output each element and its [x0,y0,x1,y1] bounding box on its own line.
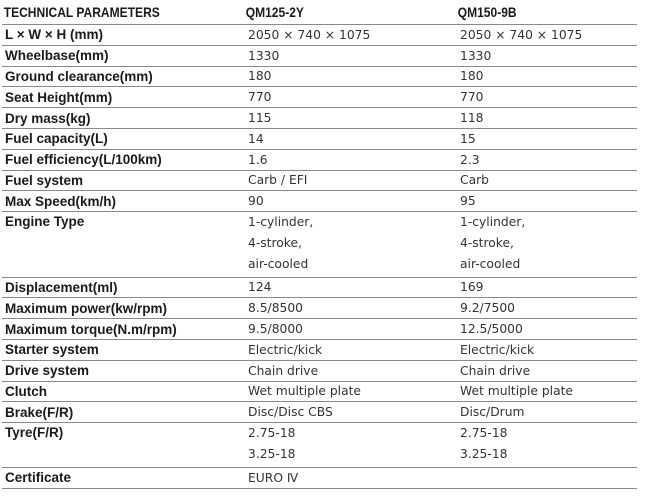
model-a-value [244,170,456,191]
table-row [2,170,637,191]
value-line: Wet multiple plate [460,384,574,399]
value-line: 1330 [248,48,280,63]
table-row [2,45,637,66]
model-b-value [456,319,637,340]
value-line: Wet multiple plate [248,384,362,399]
table-row [2,423,637,468]
param-label: Dry mass(kg) [2,108,244,129]
table-row [2,277,637,298]
value-line: 2.3 [460,152,480,167]
table-row [2,212,637,277]
model-b-value [456,25,637,46]
model-a-value [244,66,456,87]
value-line: 115 [248,111,272,126]
header-model-a: QM125-2Y [244,0,426,25]
param-label: Certificate [2,467,244,488]
value-line: 124 [248,280,272,295]
model-a-value [244,128,456,149]
value-line: 770 [248,90,272,105]
value-line: Disc/Drum [460,405,525,420]
param-label: Fuel capacity(L) [2,128,244,149]
param-label: Maximum torque(N.m/rpm) [2,319,244,340]
value-line: 1.6 [248,152,268,167]
model-a-value [244,108,456,129]
spec-table-body [2,25,637,489]
value-line: air-cooled [248,256,309,271]
value-line: 2050 × 740 × 1075 [248,27,371,42]
model-b-value [456,360,637,381]
value-line: 180 [248,69,272,84]
value-line: 4-stroke, [460,235,514,250]
model-b-value [456,87,637,108]
value-line: 95 [460,194,476,209]
table-row [2,108,637,129]
header-model-b: QM150-9B [456,0,612,25]
value-line: Disc/Disc CBS [248,405,333,420]
table-row [2,467,637,488]
header-param: TECHNICAL PARAMETERS [2,0,210,25]
value-line: 9.2/7500 [460,301,515,316]
model-b-value [456,381,637,402]
model-a-value [244,87,456,108]
table-row [2,191,637,212]
model-a-value [244,319,456,340]
model-b-value [456,170,637,191]
value-line: Carb / EFI [248,173,308,188]
model-b-value [456,467,637,488]
model-a-value [244,423,456,468]
param-label: Seat Height(mm) [2,87,244,108]
table-row [2,87,637,108]
table-row [2,128,637,149]
param-label: Max Speed(km/h) [2,191,244,212]
model-b-value [456,45,637,66]
value-line: 1-cylinder, [460,215,526,230]
value-line: 12.5/5000 [460,322,523,337]
model-b-value [456,128,637,149]
value-line: Chain drive [248,363,319,378]
value-line: 9.5/8000 [248,322,303,337]
param-label: Wheelbase(mm) [2,45,244,66]
model-a-value [244,25,456,46]
value-line: air-cooled [460,256,521,271]
model-a-value [244,298,456,319]
value-line: 180 [460,69,484,84]
param-label: Starter system [2,339,244,360]
table-header-row [2,0,637,25]
table-row [2,319,637,340]
param-label: L × W × H (mm) [2,25,244,46]
model-b-value [456,108,637,129]
model-b-value [456,212,637,277]
model-b-value [456,402,637,423]
value-line: 770 [460,90,484,105]
param-label: Maximum power(kw/rpm) [2,298,244,319]
value-line: 118 [460,111,484,126]
model-a-value [244,360,456,381]
spec-table [2,0,637,489]
param-label: Drive system [2,360,244,381]
model-b-value [456,191,637,212]
model-b-value [456,66,637,87]
table-row [2,25,637,46]
model-b-value [456,149,637,170]
value-line: 2.75-18 [248,426,296,441]
table-row [2,402,637,423]
model-b-value [456,339,637,360]
param-label: Fuel system [2,170,244,191]
value-line: 90 [248,194,264,209]
value-line: Carb [460,173,489,188]
model-a-value [244,402,456,423]
param-label: Fuel efficiency(L/100km) [2,149,244,170]
model-a-value [244,277,456,298]
value-line: Chain drive [460,363,531,378]
table-row [2,66,637,87]
value-line: 4-stroke, [248,235,302,250]
param-label: Displacement(ml) [2,277,244,298]
value-line: 3.25-18 [248,446,296,461]
value-line: 15 [460,131,476,146]
value-line: 1330 [460,48,492,63]
value-line: Electric/kick [460,342,535,357]
model-a-value [244,45,456,66]
table-row [2,339,637,360]
param-label: Clutch [2,381,244,402]
value-line: 14 [248,131,264,146]
param-label: Engine Type [2,212,244,277]
value-line: 1-cylinder, [248,215,314,230]
model-a-value [244,191,456,212]
value-line: EURO Ⅳ [248,470,299,485]
model-a-value [244,149,456,170]
model-b-value [456,423,637,468]
table-row [2,149,637,170]
model-a-value [244,467,456,488]
model-a-value [244,339,456,360]
value-line: 3.25-18 [460,446,508,461]
param-label: Ground clearance(mm) [2,66,244,87]
table-row [2,381,637,402]
value-line: 8.5/8500 [248,301,303,316]
model-b-value [456,298,637,319]
value-line: 2.75-18 [460,426,508,441]
value-line: 2050 × 740 × 1075 [460,27,583,42]
value-line: Electric/kick [248,342,323,357]
table-row [2,298,637,319]
param-label: Tyre(F/R) [2,423,244,468]
model-a-value [244,212,456,277]
param-label: Brake(F/R) [2,402,244,423]
model-a-value [244,381,456,402]
value-line: 169 [460,280,484,295]
model-b-value [456,277,637,298]
table-row [2,360,637,381]
